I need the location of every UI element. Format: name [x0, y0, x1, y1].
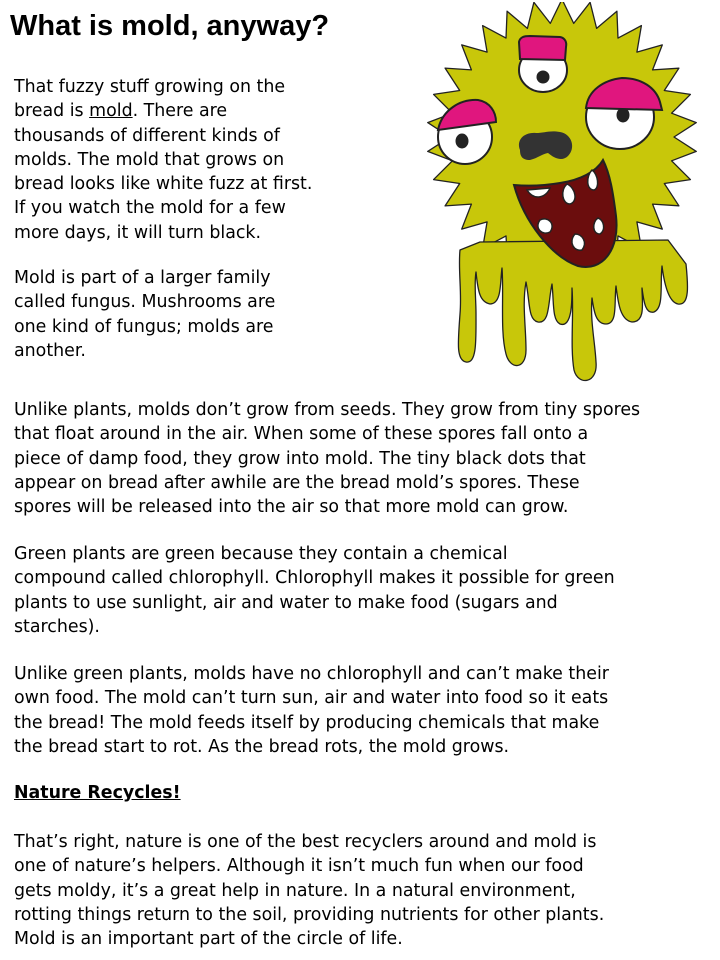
monster-tooth: [594, 218, 604, 234]
middle-pupil: [537, 71, 550, 84]
chlorophyll-paragraph: Green plants are green because they contain a chemical compound called chlorophyll. Chlorophyll makes it possible for green plants to use sunlight, air and water to make food (sugars and starches).: [14, 544, 615, 637]
intro-text-after: . There are thousands of different kinds of molds. The mold that grows on bread looks like white fuzz at first. If you watch the mold for a few more days, it will turn black.: [14, 101, 313, 243]
nature-recycles-paragraph: That’s right, nature is one of the best recyclers around and mold is one of nature’s helpers. Although it isn’t much fun when our food gets moldy, it’s a great help in nature. In a natural environment, rotting things return to the soil, providing nutrients for other plants. Mold is an important part of the circle of life.: [14, 832, 605, 950]
spores-paragraph: Unlike plants, molds don’t grow from seeds. They grow from tiny spores that float around in the air. When some of these spores fall onto a piece of damp food, they grow into mold. The tiny black dots that appear on bread after awhile are the bread mold’s spores. These spores will be released into the air so that more mold can grow.: [14, 400, 641, 518]
fungus-paragraph: Mold is part of a larger family called fungus. Mushrooms are one kind of fungus; molds are another.: [14, 268, 276, 361]
mold-term: mold: [89, 101, 133, 122]
mold-monster-illustration: [420, 2, 705, 387]
nature-recycles-heading: Nature Recycles!: [14, 783, 181, 803]
food-paragraph: Unlike green plants, molds have no chlorophyll and can’t make their own food. The mold can’t turn sun, air and water into food so it eats the bread! The mold feeds itself by producing chemicals that make the bread start to rot. As the bread rots, the mold grows.: [14, 664, 609, 757]
intro-paragraph: [14, 75, 344, 245]
intro-text-before: That fuzzy stuff growing on the bread is: [14, 77, 286, 122]
monster-tooth: [538, 219, 552, 233]
left-pupil: [456, 134, 469, 149]
page-title: What is mold, anyway?: [10, 10, 330, 42]
middle-eyelid: [519, 36, 566, 60]
